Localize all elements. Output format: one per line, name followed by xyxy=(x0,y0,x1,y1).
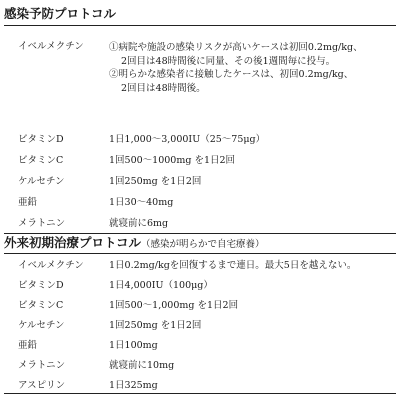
prevention-row-label: 亜鉛 xyxy=(18,197,38,208)
prevention-row xyxy=(4,151,396,171)
treatment-title xyxy=(4,235,396,253)
section-divider xyxy=(4,233,396,234)
prevention-ivermectin-line4: 2回目は48時間後。 xyxy=(121,82,206,94)
treatment-row-value: 1日0.2mg/kgを回復するまで連日。最大5日を越えない。 xyxy=(109,260,357,271)
prevention-row xyxy=(4,130,396,150)
treatment-title-note: （感染が明らかで自宅療養） xyxy=(141,239,265,250)
prevention-ivermectin-label: イベルメクチン xyxy=(18,41,84,52)
prevention-ivermectin-text xyxy=(109,41,363,95)
prevention-row-label: ビタミンD xyxy=(18,134,64,145)
prevention-ivermectin-line1: ①病院や施設の感染リスクが高いケースは初回0.2mg/kg、 xyxy=(109,42,363,53)
treatment-row-value: 1日4,000IU（100μg） xyxy=(109,280,213,291)
treatment-row xyxy=(4,256,396,276)
prevention-row-value: 1回250mg を1日2回 xyxy=(109,176,202,187)
prevention-row-label: ケルセチン xyxy=(18,176,65,187)
prevention-title-rule xyxy=(4,25,396,26)
prevention-row-label: メラトニン xyxy=(18,218,66,229)
prevention-title-text: 感染予防プロトコル xyxy=(4,6,117,21)
footnote-divider xyxy=(4,393,396,394)
treatment-row xyxy=(4,356,396,376)
treatment-row xyxy=(4,276,396,296)
prevention-ivermectin-line3: ②明らかな感染者に接触したケースは、初回0.2mg/kg、 xyxy=(109,69,354,80)
prevention-row-value: 就寝前に6mg xyxy=(109,218,169,229)
treatment-title-text: 外来初期治療プロトコル xyxy=(4,235,142,250)
prevention-title xyxy=(4,6,396,22)
treatment-row-value: 1日100mg xyxy=(109,340,158,351)
treatment-row-value: 就寝前に10mg xyxy=(109,360,175,371)
treatment-row-value: 1回500～1,000mg を1日2回 xyxy=(109,300,239,311)
treatment-row-label: 亜鉛 xyxy=(18,340,38,351)
treatment-row-value: 1回250mg を1日2回 xyxy=(109,320,202,331)
treatment-row xyxy=(4,316,396,336)
prevention-row xyxy=(4,172,396,192)
treatment-row-label: メラトニン xyxy=(18,360,66,371)
prevention-row-value: 1日1,000～3,000IU（25～75μg） xyxy=(109,134,266,145)
treatment-row xyxy=(4,336,396,356)
prevention-row xyxy=(4,193,396,213)
treatment-row-value: 1日325mg xyxy=(109,380,158,391)
treatment-row-label: アスピリン xyxy=(18,380,66,391)
prevention-ivermectin-line2: 2回目は48時間後に同量、その後1週間毎に投与。 xyxy=(121,55,336,67)
treatment-row xyxy=(4,296,396,316)
prevention-row xyxy=(4,214,396,234)
treatment-title-rule xyxy=(4,253,396,254)
treatment-row-label: イベルメクチン xyxy=(18,260,84,271)
treatment-row-label: ビタミンD xyxy=(18,280,64,291)
treatment-row-label: ビタミンC xyxy=(18,300,64,311)
treatment-row-label: ケルセチン xyxy=(18,320,65,331)
prevention-row-label: ビタミンC xyxy=(18,155,64,166)
prevention-row-value: 1日30～40mg xyxy=(109,197,174,208)
prevention-row-value: 1回500～1000mg を1日2回 xyxy=(109,155,236,166)
